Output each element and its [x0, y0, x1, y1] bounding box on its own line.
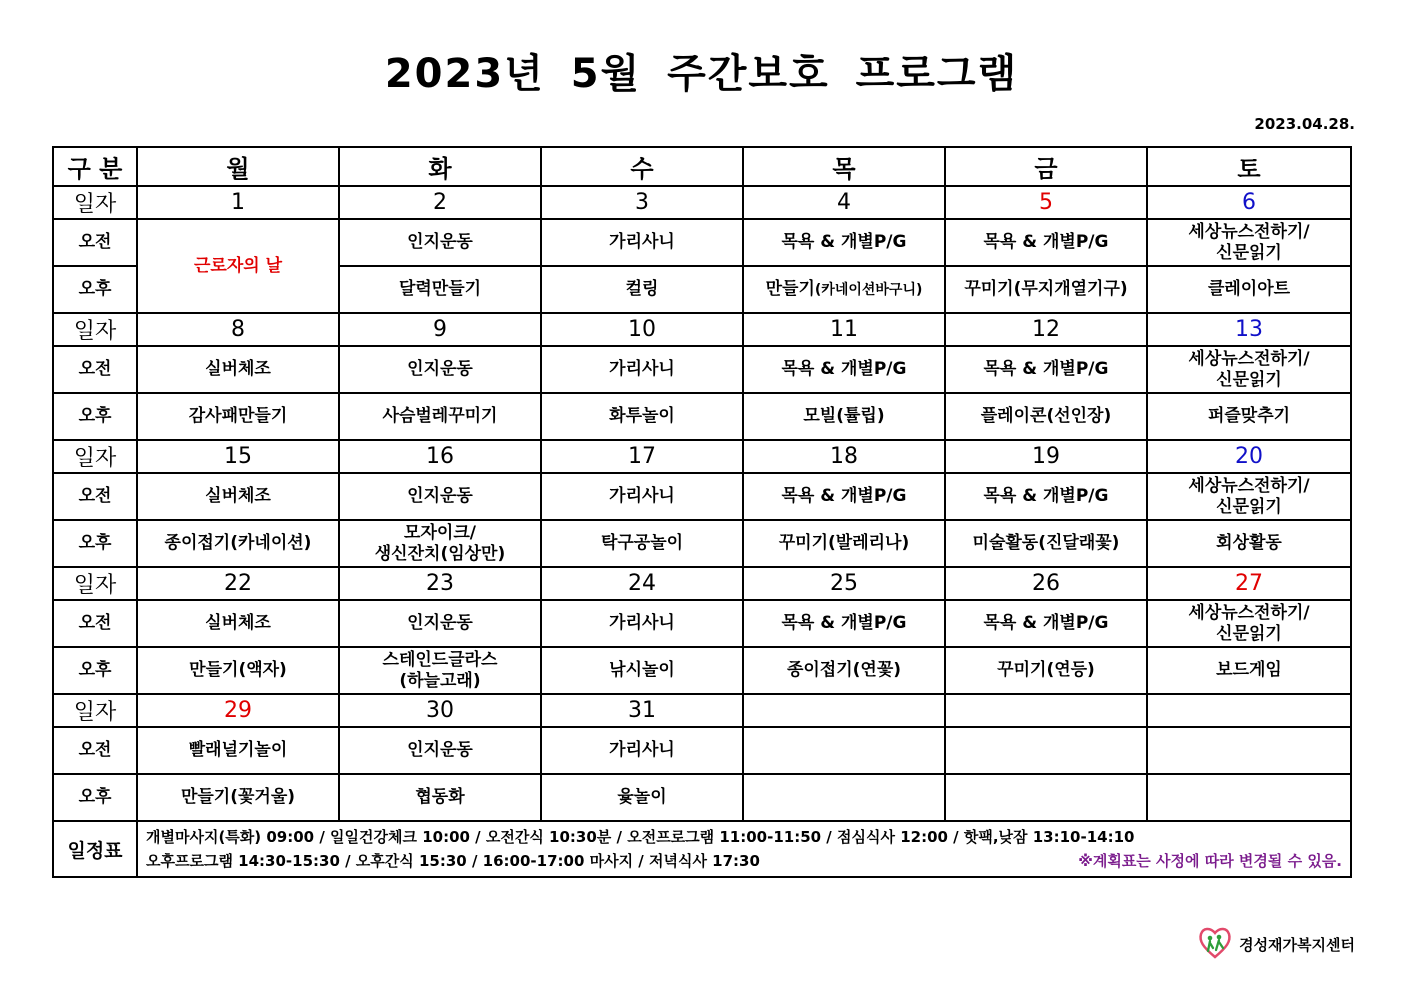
day-number: 3 [541, 186, 743, 219]
day-number: 4 [743, 186, 945, 219]
day-number: 6 [1147, 186, 1351, 219]
pm-activity: 종이접기(연꽃) [743, 647, 945, 694]
day-label: 일자 [53, 186, 137, 219]
am-activity: 목욕 & 개별P/G [945, 346, 1147, 393]
pm-activity: 퍼즐맞추기 [1147, 393, 1351, 440]
header-sat: 토 [1147, 147, 1351, 186]
am-activity: 실버체조 [137, 473, 339, 520]
pm-activity: 탁구공놀이 [541, 520, 743, 567]
day-number: 26 [945, 567, 1147, 600]
am-activity: 가리사니 [541, 346, 743, 393]
day-row [53, 567, 1351, 600]
am-activity: 인지운동 [339, 600, 541, 647]
pm-activity [743, 774, 945, 821]
schedule-line-2: 오후프로그램 14:30-15:30 / 오후간식 15:30 / 16:00-17:00 마사지 / 저녁식사 17:30 [146, 852, 760, 870]
holiday-cell: 근로자의 날 [137, 219, 339, 313]
day-number: 22 [137, 567, 339, 600]
pm-activity: 낚시놀이 [541, 647, 743, 694]
header-row [53, 147, 1351, 186]
day-number [743, 694, 945, 727]
day-row [53, 440, 1351, 473]
day-number: 9 [339, 313, 541, 346]
day-number: 10 [541, 313, 743, 346]
header-category: 구 분 [53, 147, 137, 186]
day-number: 12 [945, 313, 1147, 346]
caution-note: ※계획표는 사정에 따라 변경될 수 있음. [1078, 852, 1342, 870]
am-activity: 목욕 & 개별P/G [743, 473, 945, 520]
am-row [53, 219, 1351, 266]
am-activity: 빨래널기놀이 [137, 727, 339, 774]
am-activity: 목욕 & 개별P/G [945, 600, 1147, 647]
pm-activity: 스테인드글라스 (하늘고래) [339, 647, 541, 694]
day-number: 5 [945, 186, 1147, 219]
am-activity: 인지운동 [339, 727, 541, 774]
day-number: 30 [339, 694, 541, 727]
pm-activity: 클레이아트 [1147, 266, 1351, 313]
pm-activity: 감사패만들기 [137, 393, 339, 440]
pm-activity: 만들기(액자) [137, 647, 339, 694]
am-activity: 목욕 & 개별P/G [743, 219, 945, 266]
pm-label: 오후 [53, 520, 137, 567]
am-activity: 세상뉴스전하기/ 신문읽기 [1147, 346, 1351, 393]
pm-activity: 꾸미기(무지개열기구) [945, 266, 1147, 313]
header-tue: 화 [339, 147, 541, 186]
day-row [53, 694, 1351, 727]
day-number: 24 [541, 567, 743, 600]
am-activity: 인지운동 [339, 473, 541, 520]
am-activity: 목욕 & 개별P/G [743, 600, 945, 647]
pm-activity: 협동화 [339, 774, 541, 821]
am-label: 오전 [53, 346, 137, 393]
pm-activity: 사슴벌레꾸미기 [339, 393, 541, 440]
footer [1197, 924, 1355, 964]
pm-activity-main: 만들기 [765, 278, 815, 299]
pm-activity: 플레이콘(선인장) [945, 393, 1147, 440]
schedule-line-1: 개별마사지(특화) 09:00 / 일일건강체크 10:00 / 오전간식 10:30분 / 오전프로그램 11:00-11:50 / 점심식사 12:00 / 핫팩,낮잠 13:10-14:10 [146, 828, 1135, 846]
header-fri: 금 [945, 147, 1147, 186]
am-activity: 세상뉴스전하기/ 신문읽기 [1147, 473, 1351, 520]
pm-activity [743, 266, 945, 313]
am-row [53, 473, 1351, 520]
pm-activity: 만들기(꽃거울) [137, 774, 339, 821]
am-row [53, 727, 1351, 774]
pm-label: 오후 [53, 393, 137, 440]
am-activity: 목욕 & 개별P/G [743, 346, 945, 393]
day-number: 23 [339, 567, 541, 600]
schedule-note-row [53, 821, 1351, 877]
day-number: 27 [1147, 567, 1351, 600]
day-number: 16 [339, 440, 541, 473]
am-activity: 세상뉴스전하기/ 신문읽기 [1147, 219, 1351, 266]
page-title: 2023년 5월 주간보호 프로그램 [384, 51, 1019, 97]
am-activity: 가리사니 [541, 727, 743, 774]
am-activity [1147, 727, 1351, 774]
day-number: 15 [137, 440, 339, 473]
am-label: 오전 [53, 473, 137, 520]
pm-activity: 보드게임 [1147, 647, 1351, 694]
heart-people-logo-icon [1197, 924, 1233, 964]
day-label: 일자 [53, 440, 137, 473]
pm-label: 오후 [53, 266, 137, 313]
day-number: 8 [137, 313, 339, 346]
day-number: 18 [743, 440, 945, 473]
day-number: 29 [137, 694, 339, 727]
am-activity: 목욕 & 개별P/G [945, 473, 1147, 520]
pm-row [53, 647, 1351, 694]
pm-activity-detail: (카네이션바구니) [814, 281, 923, 298]
am-activity: 가리사니 [541, 600, 743, 647]
day-number: 1 [137, 186, 339, 219]
am-activity [743, 727, 945, 774]
day-label: 일자 [53, 567, 137, 600]
day-number [1147, 694, 1351, 727]
pm-label: 오후 [53, 774, 137, 821]
pm-activity: 회상활동 [1147, 520, 1351, 567]
pm-row [53, 774, 1351, 821]
day-number: 17 [541, 440, 743, 473]
pm-activity: 윷놀이 [541, 774, 743, 821]
pm-activity: 종이접기(카네이션) [137, 520, 339, 567]
schedule-label: 일정표 [53, 821, 137, 877]
schedule-note [137, 821, 1351, 877]
day-number: 31 [541, 694, 743, 727]
day-number [945, 694, 1147, 727]
schedule-line-2-wrap [146, 849, 1342, 873]
day-number: 25 [743, 567, 945, 600]
day-number: 13 [1147, 313, 1351, 346]
am-label: 오전 [53, 727, 137, 774]
pm-activity: 꾸미기(발레리나) [743, 520, 945, 567]
am-row [53, 600, 1351, 647]
pm-activity: 모자이크/ 생신잔치(임상만) [339, 520, 541, 567]
am-activity: 인지운동 [339, 346, 541, 393]
pm-row [53, 393, 1351, 440]
day-row [53, 186, 1351, 219]
org-name: 경성재가복지센터 [1239, 935, 1355, 954]
pm-activity [1147, 774, 1351, 821]
day-number: 11 [743, 313, 945, 346]
day-label: 일자 [53, 694, 137, 727]
am-activity: 가리사니 [541, 219, 743, 266]
pm-label: 오후 [53, 647, 137, 694]
am-activity: 세상뉴스전하기/ 신문읽기 [1147, 600, 1351, 647]
am-activity: 가리사니 [541, 473, 743, 520]
am-label: 오전 [53, 219, 137, 266]
pm-row [53, 520, 1351, 567]
pm-activity: 꾸미기(연등) [945, 647, 1147, 694]
pm-activity: 모빌(튤립) [743, 393, 945, 440]
pm-activity: 컬링 [541, 266, 743, 313]
day-number: 20 [1147, 440, 1351, 473]
pm-activity: 달력만들기 [339, 266, 541, 313]
pm-activity [945, 774, 1147, 821]
document-date: 2023.04.28. [1254, 115, 1355, 133]
am-activity [945, 727, 1147, 774]
am-row [53, 346, 1351, 393]
am-activity: 인지운동 [339, 219, 541, 266]
day-number: 2 [339, 186, 541, 219]
pm-activity: 미술활동(진달래꽃) [945, 520, 1147, 567]
am-activity: 실버체조 [137, 600, 339, 647]
header-mon: 월 [137, 147, 339, 186]
am-activity: 목욕 & 개별P/G [945, 219, 1147, 266]
am-label: 오전 [53, 600, 137, 647]
header-wed: 수 [541, 147, 743, 186]
am-activity: 실버체조 [137, 346, 339, 393]
day-label: 일자 [53, 313, 137, 346]
header-thu: 목 [743, 147, 945, 186]
pm-activity: 화투놀이 [541, 393, 743, 440]
schedule-table [52, 146, 1352, 878]
day-number: 19 [945, 440, 1147, 473]
day-row [53, 313, 1351, 346]
